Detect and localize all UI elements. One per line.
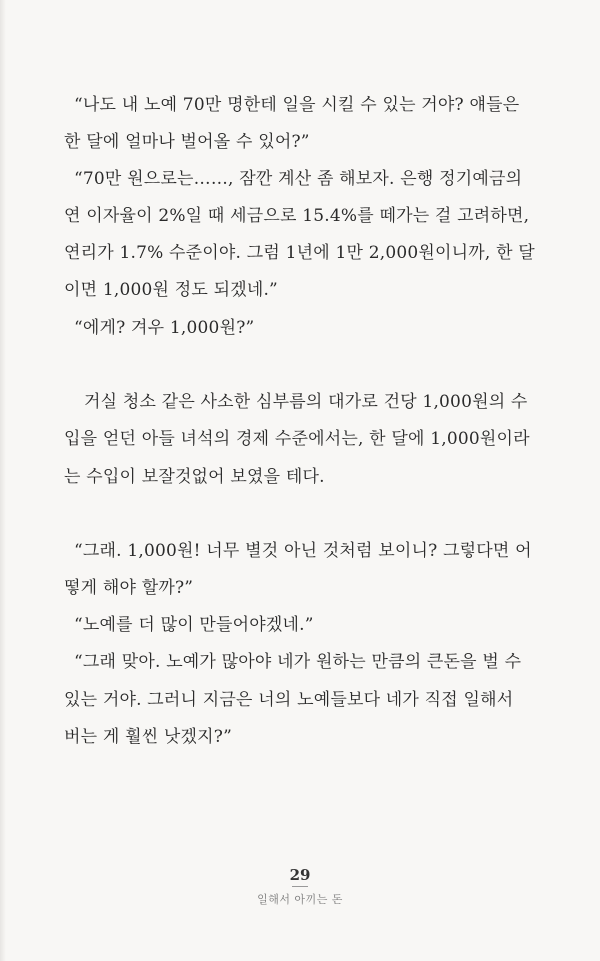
text-line: 연리가 1.7% 수준이야. 그럼 1년에 1만 2,000원이니까, 한 달 xyxy=(64,243,535,263)
text-line: “에게? 겨우 1,000원?” xyxy=(74,318,255,338)
footer-divider xyxy=(292,886,308,887)
page-number: 29 xyxy=(289,866,311,884)
text-line: 연 이자율이 2%일 때 세금으로 15.4%를 떼가는 걸 고려하면, xyxy=(64,206,530,226)
text-line: 버는 게 훨씬 낫겠지?” xyxy=(64,727,232,747)
text-line: “노예를 더 많이 만들어야겠네.” xyxy=(74,615,314,635)
text-line: 떻게 해야 할까?” xyxy=(64,578,194,598)
text-line: 입을 얻던 아들 녀석의 경제 수준에서는, 한 달에 1,000원이라 xyxy=(64,429,530,449)
text-line: 이면 1,000원 정도 되겠네.” xyxy=(64,280,278,300)
running-title: 일해서 아끼는 돈 xyxy=(257,893,343,906)
text-line: “나도 내 노예 70만 명한테 일을 시킬 수 있는 거야? 얘들은 xyxy=(74,95,520,115)
text-line: 한 달에 얼마나 벌어올 수 있어?” xyxy=(64,132,310,152)
text-line: 거실 청소 같은 사소한 심부름의 대가로 건당 1,000원의 수 xyxy=(84,392,528,412)
text-line: “70만 원으로는……, 잠깐 계산 좀 해보자. 은행 정기예금의 xyxy=(74,169,523,189)
text-line: “그래. 1,000원! 너무 별것 아닌 것처럼 보이니? 그렇다면 어 xyxy=(74,541,532,561)
text-line: “그래 맞아. 노예가 많아야 네가 원하는 만큼의 큰돈을 벌 수 xyxy=(74,652,522,672)
page-gutter-shadow xyxy=(0,0,6,961)
text-line: 있는 거야. 그러니 지금은 너의 노예들보다 네가 직접 일해서 xyxy=(64,690,514,710)
text-line: 는 수입이 보잘것없어 보였을 테다. xyxy=(64,467,325,487)
